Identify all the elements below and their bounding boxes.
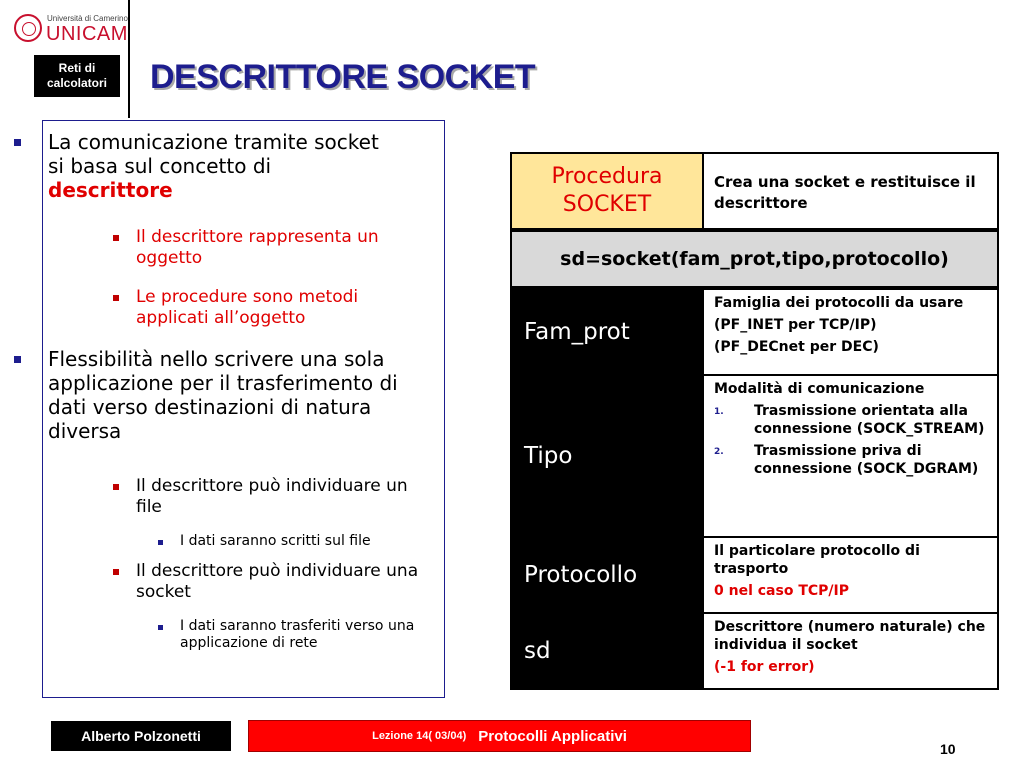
- param-protocollo-label: Protocollo: [510, 536, 704, 614]
- course-label: Reti di calcolatori: [34, 55, 120, 97]
- sub-bullet-marker: [113, 484, 119, 490]
- param-sd-label: sd: [510, 612, 704, 690]
- sub-sub-bullet-text: I dati saranno scritti sul file: [180, 533, 371, 549]
- param-desc-line: Famiglia dei protocolli da usare: [714, 295, 964, 311]
- list-text: Trasmissione priva di connessione (SOCK_DGRAM): [754, 443, 979, 477]
- sub-bullet-text: Il descrittore può individuare una socket: [136, 561, 419, 602]
- param-desc-line: (PF_DECnet per DEC): [714, 339, 879, 355]
- procedure-desc-cell: Crea una socket e restituisce il descrittore: [702, 152, 999, 230]
- sub-bullet-text: Il descrittore può individuare un file: [136, 476, 408, 517]
- type-list-item: [714, 442, 987, 478]
- bullet-communication: [48, 130, 398, 202]
- university-seal-icon: [14, 14, 42, 42]
- socket-table: [510, 152, 999, 690]
- param-desc-note: 0 nel caso TCP/IP: [714, 583, 849, 599]
- topic-label: Protocolli Applicativi: [478, 727, 627, 745]
- sub-sub-bullet-network: [180, 618, 440, 652]
- list-number: 2.: [714, 447, 724, 457]
- university-name-big: UNICAM: [46, 23, 128, 45]
- sub-bullet-marker: [113, 295, 119, 301]
- param-desc-line: Il particolare protocollo di trasporto: [714, 543, 920, 577]
- list-number: 1.: [714, 407, 724, 417]
- sub-bullet-marker: [113, 235, 119, 241]
- socket-call-cell: sd=socket(fam_prot,tipo,protocollo): [510, 230, 999, 288]
- bullet-marker: [14, 356, 21, 363]
- param-tipo-label: Tipo: [510, 374, 704, 538]
- sub-bullet-file: [136, 476, 426, 518]
- param-fam-prot-desc: [702, 288, 999, 376]
- bullet-flexibility: [48, 347, 398, 443]
- sub-bullet-text: Le procedure sono metodi applicati all’oggetto: [136, 287, 359, 328]
- sub-bullet-marker: [113, 569, 119, 575]
- sub-sub-bullet-file: [180, 533, 440, 550]
- footer-bar: [248, 720, 751, 752]
- bullet-highlight: descrittore: [48, 178, 173, 202]
- page-number: 10: [940, 741, 956, 757]
- bullet-marker: [14, 139, 21, 146]
- sub-bullet-socket: [136, 561, 426, 603]
- sub-sub-bullet-marker: [158, 540, 163, 545]
- param-tipo-desc: [702, 374, 999, 538]
- param-sd-desc: [702, 612, 999, 690]
- slide-title: DESCRITTORE SOCKET: [150, 58, 536, 96]
- bullet-text: La comunicazione tramite socket si basa sul concetto di: [48, 130, 379, 178]
- sub-bullet-text: Il descrittore rappresenta un oggetto: [136, 227, 379, 268]
- university-name-small: Università di Camerino: [47, 14, 128, 23]
- param-fam-prot-label: Fam_prot: [510, 288, 704, 376]
- university-logo: [14, 12, 128, 48]
- author-label: Alberto Polzonetti: [51, 721, 231, 751]
- sub-sub-bullet-marker: [158, 625, 163, 630]
- param-desc-line: Modalità di comunicazione: [714, 381, 925, 397]
- sub-sub-bullet-text: I dati saranno trasferiti verso una applicazione di rete: [180, 618, 415, 651]
- type-list-item: [714, 402, 987, 438]
- header-divider: [128, 0, 130, 118]
- procedure-name-cell: Procedura SOCKET: [510, 152, 704, 230]
- param-desc-note: (-1 for error): [714, 659, 815, 675]
- list-text: Trasmissione orientata alla connessione (SOCK_STREAM): [754, 403, 985, 437]
- sub-bullet-object: [136, 227, 426, 269]
- param-desc-line: Descrittore (numero naturale) che individua il socket: [714, 619, 986, 653]
- param-desc-line: (PF_INET per TCP/IP): [714, 317, 877, 333]
- sub-bullet-methods: [136, 287, 426, 329]
- bullet-text: Flessibilità nello scrivere una sola applicazione per il trasferimento di dati verso destinazioni di natura diversa: [48, 347, 398, 443]
- lesson-label: Lezione 14( 03/04): [372, 730, 467, 742]
- param-protocollo-desc: [702, 536, 999, 614]
